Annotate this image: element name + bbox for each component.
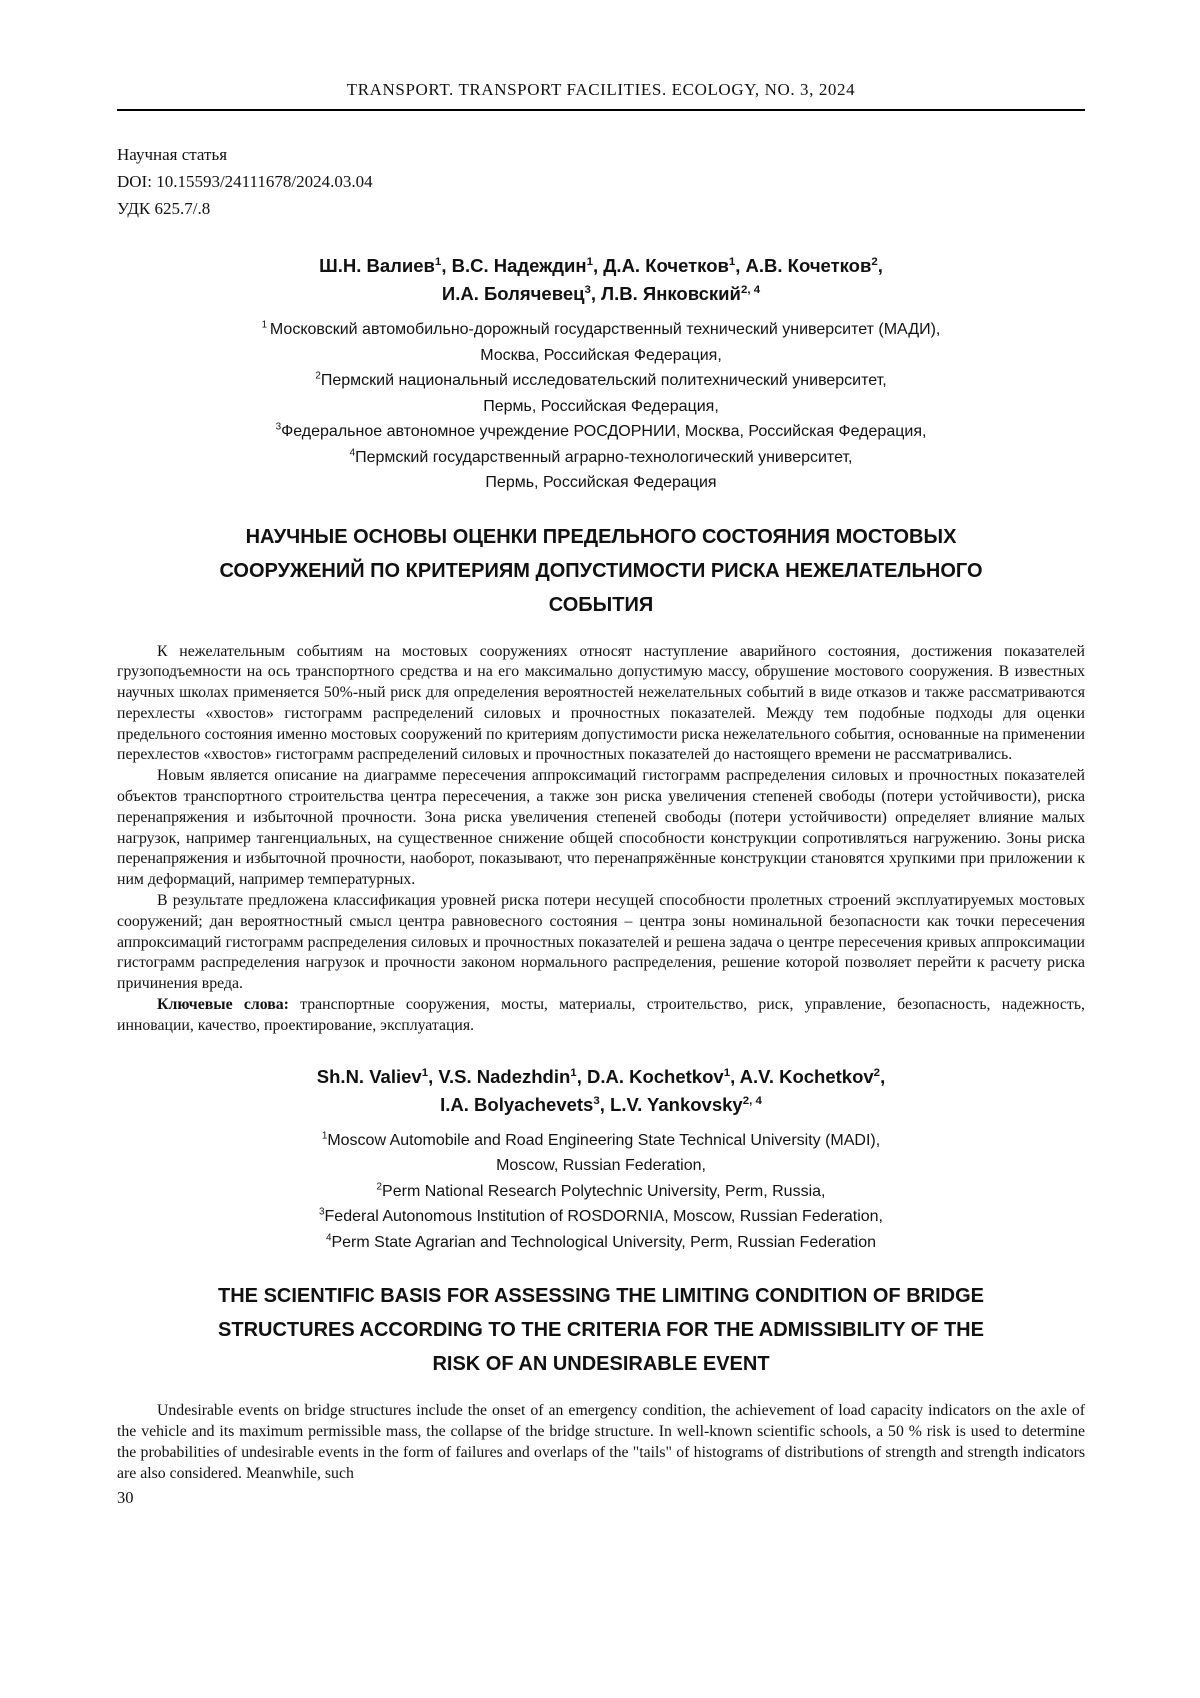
affiliation-line: $^1$Moscow Automobile and Road Engineering State Technical University (MADI), (321, 1130, 881, 1149)
affiliation-line: $^2$Пермский национальный исследовательский политехнический университет, (315, 370, 887, 389)
author-line: I.A. Bolyachevets$^3$, L.V. Yankovsky$^{2, 4}$ (440, 1093, 762, 1115)
udk: УДК 625.7/.8 (117, 199, 211, 218)
author-line: Sh.N. Valiev$^1$, V.S. Nadezhdin$^1$, D.A. Kochetkov$^1$, A.V. Kochetkov$^2$, (316, 1065, 886, 1087)
affiliation-line: $^3$Федеральное автономное учреждение РОСДОРНИИ, Москва, Российская Федерация, (275, 421, 927, 440)
author-line: Ш.Н. Валиев$^1$, В.С. Надеждин$^1$, Д.А. Кочетков$^1$, А.В. Кочетков$^2$, (319, 255, 883, 276)
page-number: 30 (117, 1488, 134, 1507)
affiliation-line: Moscow, Russian Federation, (496, 1157, 706, 1175)
title-en: THE SCIENTIFIC BASIS FOR ASSESSING THE LIMITING CONDITION OF BRIDGE STRUCTURES ACCORDING TO THE CRITERIA FOR THE ADMISSIBILITY OF THE RISK OF AN UNDESIRABLE EVENT (218, 1285, 984, 1376)
keywords-block (117, 995, 1085, 1037)
header-rule (117, 109, 1085, 111)
abstract-paragraph: К нежелательным событиям на мостовых сооружениях относят наступление аварийного состояния, достижения показателей грузоподъемности на ось транспортного средства и на его максимально допустимую массу, обрушение мостового сооружения. В известных научных школах применяется 50%-ный риск для определения вероятностей нежелательных событий в виде отказов и также рассматриваются перехлесты «хвостов» гистограмм распределений силовых и прочностных показателей. Между тем подобные подходы для оценки предельного состояния именно мостовых сооружений по критериям допустимости риска нежелательного события, основанные на применении перехлестов «хвостов» гистограмм распределений силовых и прочностных показателей до настоящего времени не рассматривались. (117, 642, 1085, 764)
article-type: Научная статья (117, 145, 228, 164)
abstract-paragraph: Новым является описание на диаграмме пересечения аппроксимаций гистограмм распределения силовых и прочностных показателей объектов транспортного строительства центра пересечения, а также зон риска увеличения степеней свободы (потери устойчивости), риска перенапряжения и избыточной прочности. Зона риска увеличения степеней свободы (потери устойчивости) определяет влияние малых нагрузок, например тангенциальных, на существенное снижение общей способности конструкции сопротивляться нагружению. Зоны риска перенапряжения и избыточной прочности, наоборот, показывают, что перенапряжённые конструкции становятся хрупкими при приложении к ним деформаций, например температурных. (117, 767, 1085, 889)
affiliation-line: $^3$Federal Autonomous Institution of ROSDORNIA, Moscow, Russian Federation, (319, 1206, 883, 1226)
abstract-paragraph: В результате предложена классификация уровней риска потери несущей способности пролетных строений эксплуатируемых мостовых сооружений; дан вероятностный смысл центра равновесного состояния – центра зоны номинальной безопасности как точки пересечения аппроксимаций гистограмм распределения силовых и прочностных показателей и решена задача о центре пересечения кривых аппроксимации гистограмм распределения нагрузок и прочности законом нормального распределения, решение которой позволяет перейти к расчету риска причинения вреда. (117, 892, 1085, 993)
authors-ru (117, 252, 1085, 308)
doi: DOI: 10.15593/24111678/2024.03.04 (117, 172, 373, 191)
journal-header: TRANSPORT. TRANSPORT FACILITIES. ECOLOGY, NO. 3, 2024 (346, 80, 856, 99)
affiliation-line: $^1$ Московский автомобильно-дорожный государственный технический университет (МАДИ), (261, 319, 941, 338)
affiliation-line: Пермь, Российская Федерация (485, 474, 717, 491)
affiliation-line: $^4$Пермский государственный аграрно-технологический университет, (349, 447, 853, 466)
affiliation-line: $^2$Perm National Research Polytechnic University, Perm, Russia, (376, 1181, 826, 1200)
affiliation-line: Москва, Российская Федерация, (480, 346, 722, 364)
abstract-en (117, 1401, 1085, 1484)
affiliations-ru (117, 317, 1085, 496)
affiliation-line: Пермь, Российская Федерация, (483, 397, 719, 415)
abstract-ru (117, 642, 1085, 996)
affiliation-line: $^4$Perm State Agrarian and Technological University, Perm, Russian Federation (325, 1232, 877, 1251)
author-line: И.А. Болячевец$^3$, Л.В. Янковский$^{2, 4}$ (441, 283, 761, 304)
affiliations-en (117, 1128, 1085, 1256)
abstract-paragraph: Undesirable events on bridge structures include the onset of an emergency condition, the achievement of load capacity indicators on the axle of the vehicle and its maximum permissible mass, the collapse of the bridge structure. In well-known scientific schools, a 50 % risk is used to determine the probabilities of undesirable events in the form of failures and overlaps of the "tails" of histograms of distributions of strength and strength indicators are also considered. Meanwhile, such (117, 1402, 1085, 1482)
title-ru: НАУЧНЫЕ ОСНОВЫ ОЦЕНКИ ПРЕДЕЛЬНОГО СОСТОЯНИЯ МОСТОВЫХ СООРУЖЕНИЙ ПО КРИТЕРИЯМ ДОПУСТИМОСТИ РИСКА НЕЖЕЛАТЕЛЬНОГО СОБЫТИЯ (219, 525, 983, 616)
keywords-line: Ключевые слова: транспортные сооружения, мосты, материалы, строительство, риск, управление, безопасность, надежность, инновации, качество, проектирование, эксплуатация. (117, 996, 1085, 1034)
article-meta (117, 141, 1085, 222)
authors-en (117, 1063, 1085, 1119)
